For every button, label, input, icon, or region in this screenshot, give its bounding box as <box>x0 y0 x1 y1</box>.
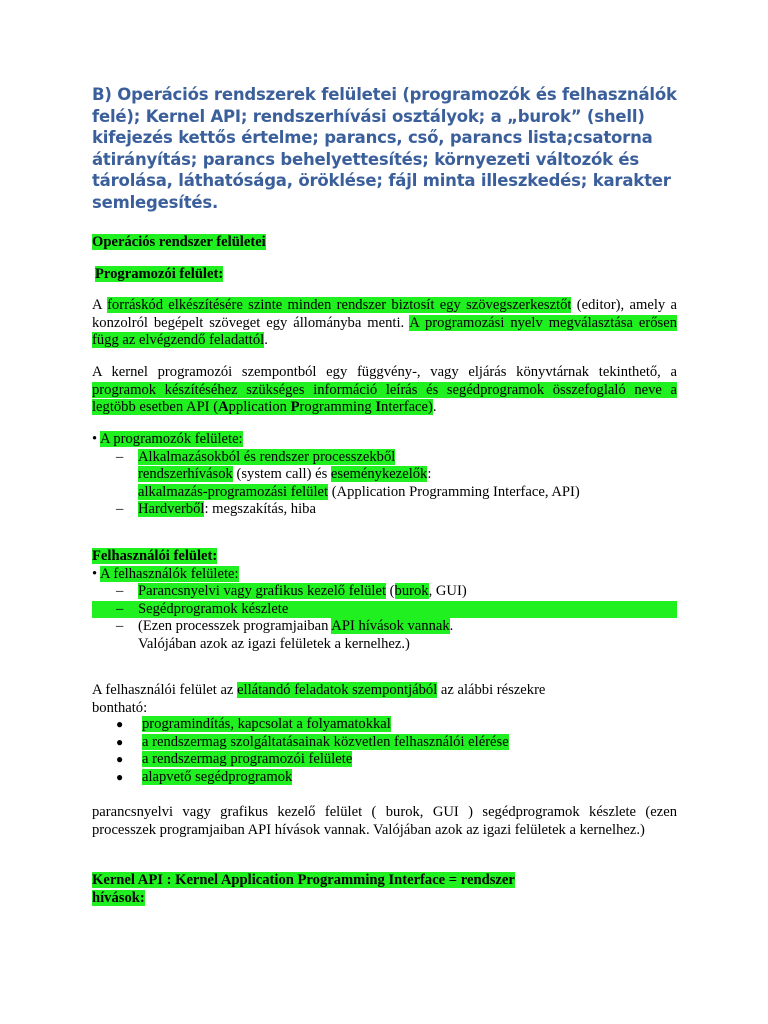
text-run: A <box>92 297 108 313</box>
highlight: hívások: <box>92 889 145 906</box>
bullet: • <box>92 565 100 582</box>
text-run: (editor), amely a konzolról begépelt szöveget egy állományba menti. <box>92 297 677 331</box>
bullet-icon: ● <box>116 734 124 749</box>
list-item <box>92 751 677 769</box>
bullet: • <box>92 431 100 447</box>
bullet-icon: ● <box>116 752 124 766</box>
paragraph-editor <box>92 297 677 350</box>
text-run: (system call) és <box>232 466 331 482</box>
highlight: Parancsnyelvi vagy grafikus kezelő felület <box>138 583 387 599</box>
list-item <box>92 501 677 519</box>
highlight: API hívások vannak <box>331 618 450 634</box>
text-run: nterface) <box>381 399 433 415</box>
paragraph-kernel-api <box>92 364 677 417</box>
highlight: ellátandó feladatok szempontjából <box>237 682 438 698</box>
dash-marker: – <box>116 501 124 517</box>
text-run: A felhasználói felület az <box>92 682 238 698</box>
highlight: A programozók felülete: <box>99 431 243 447</box>
text-run: . <box>432 399 437 415</box>
highlight: Felhasználói felület: <box>92 548 218 564</box>
highlight: programindítás, kapcsolat a folyamatokkal <box>142 716 391 732</box>
text-run: P <box>290 399 300 415</box>
list-item <box>92 583 677 601</box>
list-item <box>92 601 677 619</box>
text-run: parancsnyelvi vagy grafikus kezelő felület ( burok, GUI ) segédprogramok készlete (ezen processzek programjaiban API hívások vannak. Valójában azok az igazi felületek a kernelhez.) <box>92 804 677 838</box>
text-run: , GUI) <box>428 583 467 599</box>
text-run: A <box>218 399 229 415</box>
text-run: programok készítéséhez szükséges információ leírás és segédprogramok összefoglaló neve a legtöbb esetben API ( <box>92 381 677 415</box>
highlight: A programozási nyelv megválasztása erősen függ az elvégzendő feladattól <box>92 314 677 348</box>
text-run: . Valójában azok az igazi felületek a kernelhez.) <box>138 618 454 652</box>
list-item <box>92 734 677 752</box>
highlight: a rendszermag szolgáltatásainak közvetlen felhasználói elérése <box>142 733 509 750</box>
paragraph-summary <box>92 804 677 839</box>
section-title-kernel-api <box>92 872 677 907</box>
highlight: Alkalmazásokból és rendszer processzekből <box>138 448 396 465</box>
highlight: alapvető segédprogramok <box>142 768 293 785</box>
text-run: (Ezen processzek programjaiban <box>138 618 332 634</box>
text-run: : <box>427 466 432 482</box>
highlight: rendszerhívások <box>138 466 233 482</box>
user-interface-list <box>92 583 677 653</box>
bullet-icon: ● <box>116 717 124 731</box>
user-interface-block <box>92 548 677 653</box>
list-item <box>92 769 677 787</box>
highlight: eseménykezelők <box>330 466 428 482</box>
highlight: Operációs rendszer felületei <box>92 234 266 250</box>
paragraph-user-interface-parts <box>92 682 597 717</box>
text-run: rogramming <box>299 399 376 415</box>
dash-marker: – <box>116 583 124 599</box>
text-run: az alábbi részekre bontható: <box>92 682 546 716</box>
highlight: Kernel API : Kernel Application Programming Interface = rendszer <box>92 872 515 888</box>
section-title-programmer-interface <box>95 266 680 284</box>
user-interface-parts-list <box>92 716 677 786</box>
text-run: : megszakítás, hiba <box>204 501 316 517</box>
list-title <box>92 566 677 584</box>
list-item <box>92 449 677 502</box>
text-run: Segédprogramok készlete <box>138 600 289 617</box>
list-item <box>92 618 677 653</box>
highlight: Programozói felület: <box>95 266 224 282</box>
list-item <box>92 716 677 734</box>
list-title <box>92 431 677 449</box>
text-run: pplication <box>228 399 291 415</box>
highlight <box>92 382 677 416</box>
page-heading: B) Operációs rendszerek felületei (programozók és felhasználók felé); Kernel API; rendszerhívási osztályok; a „burok” (shell) kifejezés kettős értelme; parancs, cső, parancs lista;csatorna átirányítás; parancs behelyettesítés; környezeti változók és tárolása, láthatósága, öröklése; fájl minta illeszkedés; karakter semlegesítés. <box>92 85 677 212</box>
text-run: A kernel programozói szempontból egy függvény-, vagy eljárás könyvtárnak tekinthető, a <box>92 364 677 380</box>
highlight: alkalmazás-programozási felület <box>138 483 329 500</box>
text-run: I <box>375 399 382 415</box>
highlight: forráskód elkészítésére szinte minden rendszer biztosít egy szövegszerkesztőt <box>107 297 572 313</box>
programmer-interface-block <box>92 431 677 519</box>
bullet-icon: ● <box>116 769 124 784</box>
section-title-os-interfaces <box>92 234 677 252</box>
text-run: . <box>264 332 268 348</box>
section-title-user-interface <box>92 548 677 566</box>
dash-marker: – <box>116 448 124 465</box>
highlight: burok <box>394 583 429 599</box>
highlight: a rendszermag programozói felülete <box>142 751 353 767</box>
dash-marker: – <box>116 618 124 634</box>
programmer-interface-list <box>92 449 677 519</box>
highlight: Hardverből <box>138 501 205 517</box>
text-run: (Application Programming Interface, API) <box>328 483 580 500</box>
dash-marker: – <box>116 600 124 617</box>
text-run: ( <box>386 583 395 599</box>
highlight: A felhasználók felülete: <box>99 565 239 582</box>
